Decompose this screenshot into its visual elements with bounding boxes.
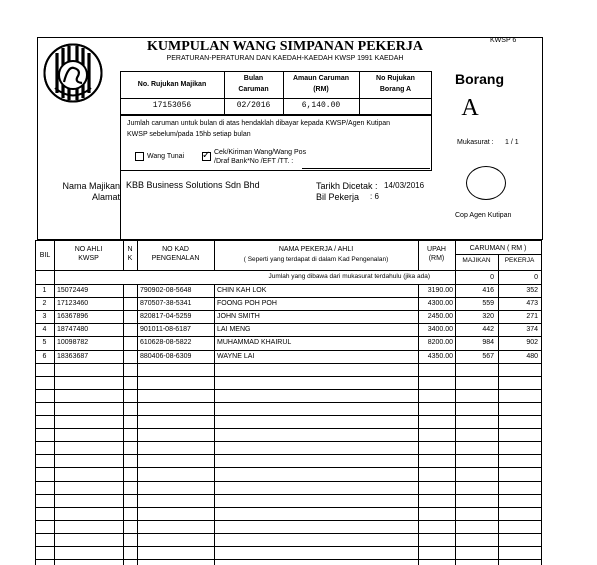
cell-bil: 6 bbox=[42, 353, 47, 360]
row-line bbox=[35, 402, 541, 403]
row-line bbox=[35, 376, 541, 377]
header-amaun-1: Amaun Caruman bbox=[292, 75, 349, 82]
row-line bbox=[35, 494, 541, 495]
form-subtitle: PERATURAN-PERATURAN DAN KAEDAH-KAEDAH KWSP 1991 KAEDAH bbox=[166, 55, 404, 62]
row-line bbox=[35, 559, 541, 560]
value-rujukan-majikan: 17153056 bbox=[152, 101, 192, 110]
payment-number-line bbox=[302, 168, 430, 169]
col-header-ahli-1: NO AHLI bbox=[74, 246, 103, 253]
header-amaun-2: (RM) bbox=[313, 86, 329, 93]
col-header-nk-2: K bbox=[127, 255, 133, 262]
cell-upah: 4350.00 bbox=[427, 353, 453, 360]
col-header-kad-2: PENGENALAN bbox=[151, 255, 200, 262]
cell-no-ahli: 10098782 bbox=[57, 339, 89, 346]
row-line bbox=[35, 533, 541, 534]
cell-majikan: 984 bbox=[482, 339, 494, 346]
form-code: KWSP 6 bbox=[490, 37, 517, 44]
row-line bbox=[35, 467, 541, 468]
cell-nama: CHIN KAH LOK bbox=[217, 287, 267, 294]
row-line bbox=[35, 389, 541, 390]
alamat-label: Alamat bbox=[91, 192, 120, 202]
carry-bottom-line bbox=[35, 284, 541, 285]
cell-pekerja: 473 bbox=[526, 300, 538, 307]
cell-pekerja: 374 bbox=[526, 326, 538, 333]
header-rujukan-borang-1: No Rujukan bbox=[376, 75, 415, 82]
bil-pekerja-value: : 6 bbox=[370, 192, 379, 201]
carry-forward-pekerja: 0 bbox=[534, 274, 538, 281]
cell-pekerja: 271 bbox=[526, 313, 538, 320]
column-line bbox=[137, 284, 138, 565]
carry-forward-label: Jumlah yang dibawa dari mukasurat terdahulu (jika ada) bbox=[268, 273, 430, 280]
payment-note-2: KWSP sebelum/pada 15hb setiap bulan bbox=[127, 131, 251, 138]
cell-pekerja: 902 bbox=[526, 339, 538, 346]
nama-majikan-label: Nama Majikan bbox=[62, 181, 120, 191]
column-line bbox=[541, 240, 542, 565]
cell-majikan: 320 bbox=[482, 313, 494, 320]
row-line bbox=[35, 336, 541, 337]
cell-nama: FOONG POH POH bbox=[217, 300, 277, 307]
col-header-nama-1: NAMA PEKERJA / AHLI bbox=[278, 246, 354, 253]
option-wang-tunai: Wang Tunai bbox=[147, 153, 185, 160]
cell-no-ahli: 17123460 bbox=[57, 300, 89, 307]
table-top-line bbox=[35, 240, 541, 241]
cell-nama: JOHN SMITH bbox=[217, 313, 260, 320]
cell-no-ahli: 16367896 bbox=[57, 313, 89, 320]
cell-upah: 3400.00 bbox=[427, 326, 453, 333]
row-line bbox=[35, 481, 541, 482]
tarikh-value: 14/03/2016 bbox=[384, 181, 425, 190]
row-line bbox=[35, 350, 541, 351]
bil-pekerja-label: Bil Pekerja bbox=[316, 192, 360, 202]
row-line bbox=[35, 297, 541, 298]
row-line bbox=[35, 363, 541, 364]
row-line bbox=[35, 428, 541, 429]
row-line bbox=[35, 546, 541, 547]
column-line bbox=[214, 284, 215, 565]
cell-bil: 5 bbox=[42, 339, 47, 346]
row-line bbox=[35, 454, 541, 455]
column-line bbox=[123, 284, 124, 565]
cell-no-ahli: 15072449 bbox=[57, 287, 89, 294]
cell-no-kad: 820817-04-5259 bbox=[140, 313, 192, 320]
value-bulan: 02/2016 bbox=[236, 101, 271, 110]
value-amaun: 6,140.00 bbox=[301, 101, 341, 110]
cell-bil: 1 bbox=[42, 287, 47, 294]
header-bulan-1: Bulan bbox=[243, 75, 264, 82]
cell-upah: 2450.00 bbox=[427, 313, 453, 320]
column-line bbox=[214, 240, 215, 270]
employer-divider bbox=[120, 171, 121, 240]
cell-bil: 2 bbox=[42, 300, 47, 307]
col-header-majikan: MAJIKAN bbox=[462, 257, 491, 264]
cop-agen-label: Cop Agen Kutipan bbox=[455, 212, 512, 219]
row-line bbox=[35, 520, 541, 521]
checkbox-icon[interactable] bbox=[135, 152, 144, 161]
header-bulan-2: Caruman bbox=[238, 86, 269, 93]
cell-no-ahli: 18747480 bbox=[57, 326, 89, 333]
cop-stamp-circle bbox=[466, 166, 506, 200]
form-title: KUMPULAN WANG SIMPANAN PEKERJA bbox=[147, 39, 423, 54]
row-line bbox=[35, 323, 541, 324]
kwsp-logo-icon bbox=[43, 43, 103, 103]
borang-letter: A bbox=[461, 95, 479, 121]
cell-nama: WAYNE LAI bbox=[217, 353, 255, 360]
check-mark-icon: ✓ bbox=[202, 150, 211, 161]
tarikh-label: Tarikh Dicetak : bbox=[316, 181, 378, 191]
cell-bil: 3 bbox=[42, 313, 47, 320]
header-rujukan-borang-2: Borang A bbox=[379, 86, 412, 93]
col-header-bil: BIL bbox=[39, 252, 51, 259]
cell-nama: LAI MENG bbox=[217, 326, 251, 333]
cell-upah: 8200.00 bbox=[427, 339, 453, 346]
col-header-nk-1: N bbox=[127, 246, 133, 253]
cell-majikan: 442 bbox=[482, 326, 494, 333]
option-cek-line-2: /Draf Bank*No /EFT /TT. : bbox=[214, 158, 294, 165]
cell-majikan: 559 bbox=[482, 300, 494, 307]
cell-no-ahli: 18363687 bbox=[57, 353, 89, 360]
cell-no-kad: 790902-08-5648 bbox=[140, 287, 192, 294]
header-bottom-line bbox=[35, 270, 541, 271]
col-header-nama-2: ( Seperti yang terdapat di dalam Kad Pengenalan) bbox=[243, 256, 389, 263]
cell-majikan: 416 bbox=[482, 287, 494, 294]
row-line bbox=[35, 310, 541, 311]
row-line bbox=[35, 441, 541, 442]
cell-nama: MUHAMMAD KHAIRUL bbox=[217, 339, 292, 346]
cell-no-kad: 880406-08-6309 bbox=[140, 353, 192, 360]
cell-no-kad: 901011-08-6187 bbox=[140, 326, 191, 333]
col-header-upah-2: (RM) bbox=[428, 255, 445, 262]
cell-no-kad: 870507-38-5341 bbox=[140, 300, 192, 307]
row-line bbox=[35, 507, 541, 508]
cell-no-kad: 610628-08-5822 bbox=[140, 339, 192, 346]
payment-note-1: Jumlah caruman untuk bulan di atas hendaklah dibayar kepada KWSP/Agen Kutipan bbox=[127, 120, 391, 127]
col-header-pekerja: PEKERJA bbox=[504, 257, 535, 264]
cell-pekerja: 352 bbox=[526, 287, 538, 294]
employer-name: KBB Business Solutions Sdn Bhd bbox=[126, 180, 260, 190]
row-line bbox=[35, 415, 541, 416]
col-header-upah-1: UPAH bbox=[427, 246, 446, 253]
column-line bbox=[54, 240, 55, 565]
borang-label: Borang bbox=[455, 71, 504, 87]
option-cek-line-1: Cek/Kiriman Wang/Wang Pos bbox=[214, 149, 307, 156]
cell-upah: 4300.00 bbox=[427, 300, 453, 307]
carry-forward-majikan: 0 bbox=[490, 274, 494, 281]
col-header-ahli-2: KWSP bbox=[78, 255, 99, 262]
mukasurat-label: Mukasurat : bbox=[457, 139, 494, 146]
col-header-caruman: CARUMAN ( RM ) bbox=[469, 245, 527, 252]
cell-upah: 3190.00 bbox=[427, 287, 453, 294]
cell-pekerja: 480 bbox=[526, 353, 538, 360]
col-header-kad-1: NO KAD bbox=[162, 246, 189, 253]
header-rujukan-majikan: No. Rujukan Majikan bbox=[137, 81, 207, 88]
cell-majikan: 567 bbox=[482, 353, 494, 360]
cell-bil: 4 bbox=[42, 326, 47, 333]
mukasurat-value: 1 / 1 bbox=[505, 139, 519, 146]
